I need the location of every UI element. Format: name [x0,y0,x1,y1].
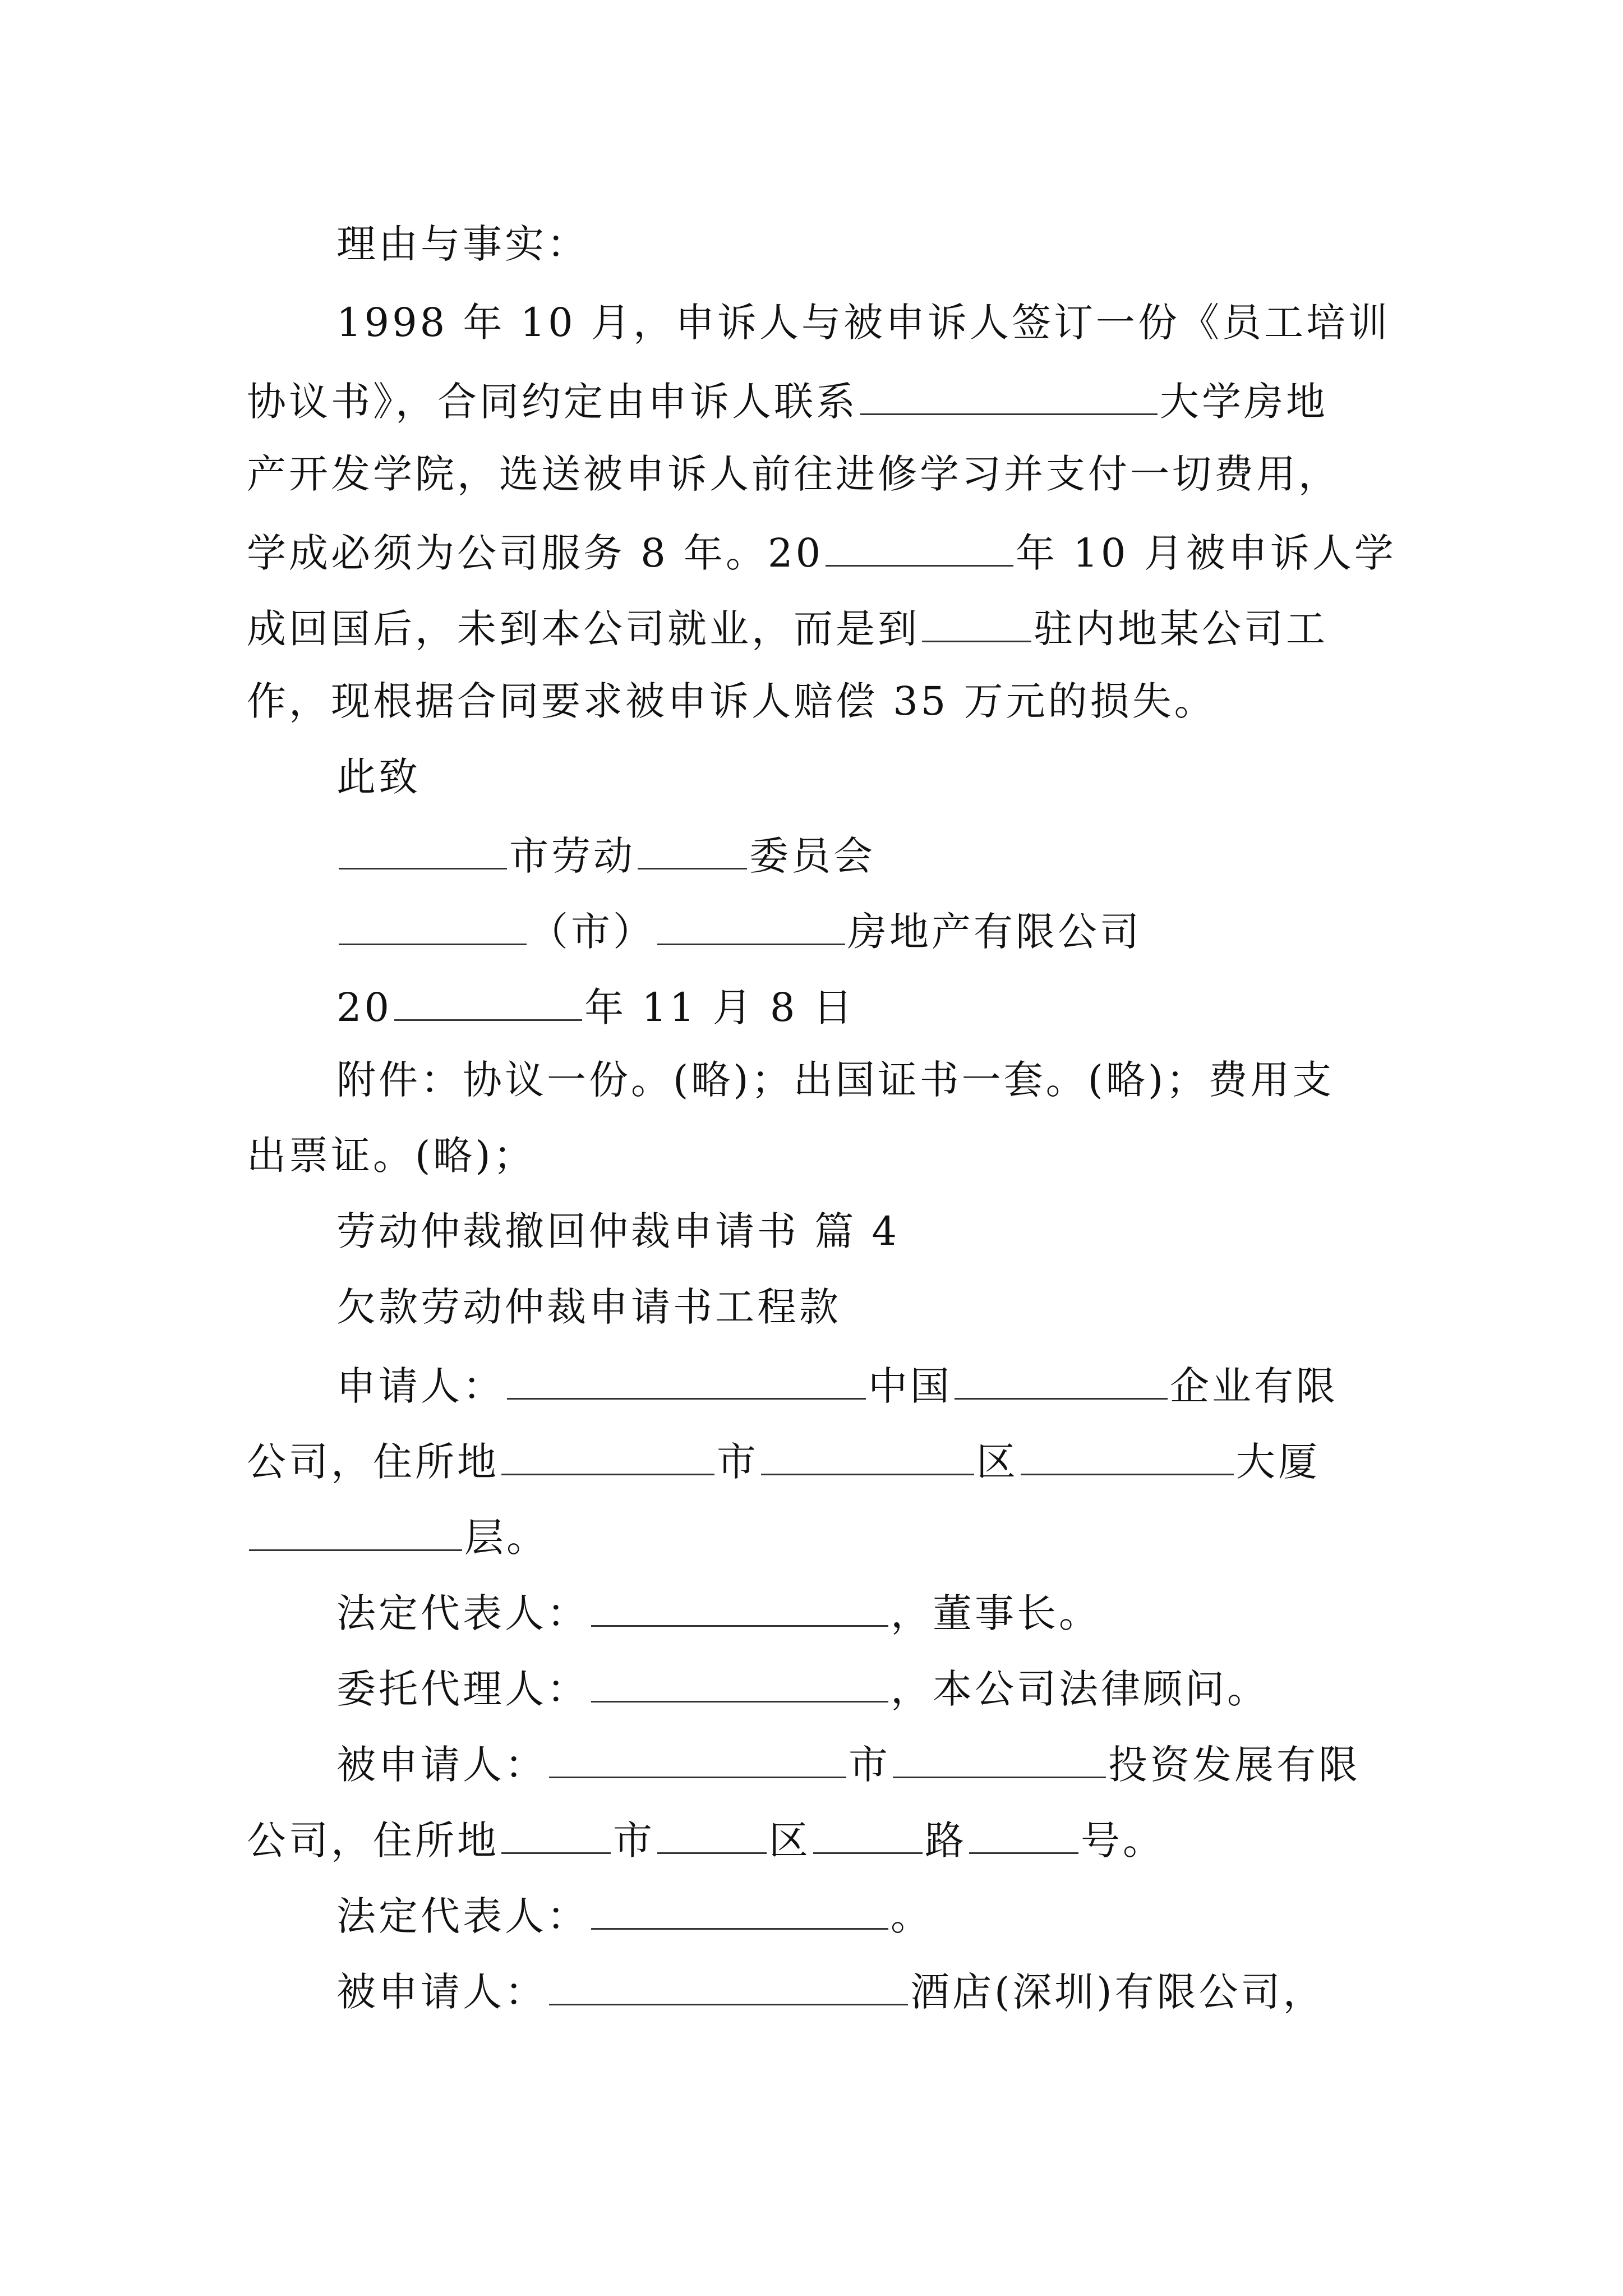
legal-rep-line: 法定代表人： 。 [336,1893,933,1939]
attachments-line: 出票证。(略)； [247,1133,536,1179]
fill-blank [394,984,582,1021]
fill-blank [591,1666,888,1703]
legal-rep-line: 法定代表人： ，董事长。 [336,1590,1101,1636]
paragraph-line: 协议书》，合同约定由申诉人联系 大学房地 [247,379,1328,425]
respondent-line: 被申请人： 市 投资发展有限 [336,1742,1361,1788]
fill-blank [501,1818,611,1854]
fill-blank [922,606,1031,642]
fill-blank [1021,1439,1234,1475]
heading-reasons: 理由与事实： [336,221,589,267]
fill-blank [339,833,507,869]
attachments-line: 附件：协议一份。(略)；出国证书一套。(略)；费用支 [336,1057,1335,1103]
paragraph-line: 作，现根据合同要求被申诉人赔偿 35 万元的损失。 [247,678,1216,724]
section-subtitle: 欠款劳动仲裁申请书工程款 [336,1284,841,1330]
address-line: 公司，住所地 市 区 大厦 [247,1439,1320,1485]
paragraph-line: 学成必须为公司服务 8 年。20 年 10 月被申诉人学 [247,530,1396,576]
paragraph-line: 成回国后，未到本公司就业，而是到 驻内地某公司工 [247,606,1328,652]
paragraph-line: 1998 年 10 月，申诉人与被申诉人签订一份《员工培训 [336,300,1390,346]
fill-blank [249,1515,462,1551]
recipient-line: 市劳动 委员会 [336,833,875,876]
fill-blank [591,1590,888,1627]
fill-blank [893,1742,1106,1778]
address-line: 公司，住所地 市 区 路 号。 [247,1818,1165,1864]
fill-blank [339,909,527,945]
fill-blank [657,909,845,945]
fill-blank [657,1818,767,1854]
address-line: 层。 [247,1515,548,1557]
fill-blank [549,1969,908,2005]
fill-blank [826,530,1013,567]
fill-blank [813,1818,923,1854]
fill-blank [860,379,1158,415]
paragraph-line: 产开发学院，选送被申诉人前往进修学习并支付一切费用， [247,451,1340,497]
respondent-line: 被申请人： 酒店(深圳)有限公司， [336,1969,1325,2015]
sender-line: （市） 房地产有限公司 [336,909,1142,951]
fill-blank [507,1363,866,1400]
salutation: 此致 [336,754,421,800]
date-line: 20 年 11 月 8 日 [336,984,855,1030]
fill-blank [955,1363,1168,1400]
fill-blank [638,833,747,869]
fill-blank [591,1893,888,1930]
applicant-line: 申请人： 中国 企业有限 [336,1363,1338,1409]
agent-line: 委托代理人： ，本公司法律顾问。 [336,1666,1269,1712]
fill-blank [549,1742,846,1778]
fill-blank [969,1818,1078,1854]
section-title: 劳动仲裁撤回仲裁申请书 篇 4 [336,1208,900,1254]
fill-blank [761,1439,974,1475]
fill-blank [501,1439,714,1475]
